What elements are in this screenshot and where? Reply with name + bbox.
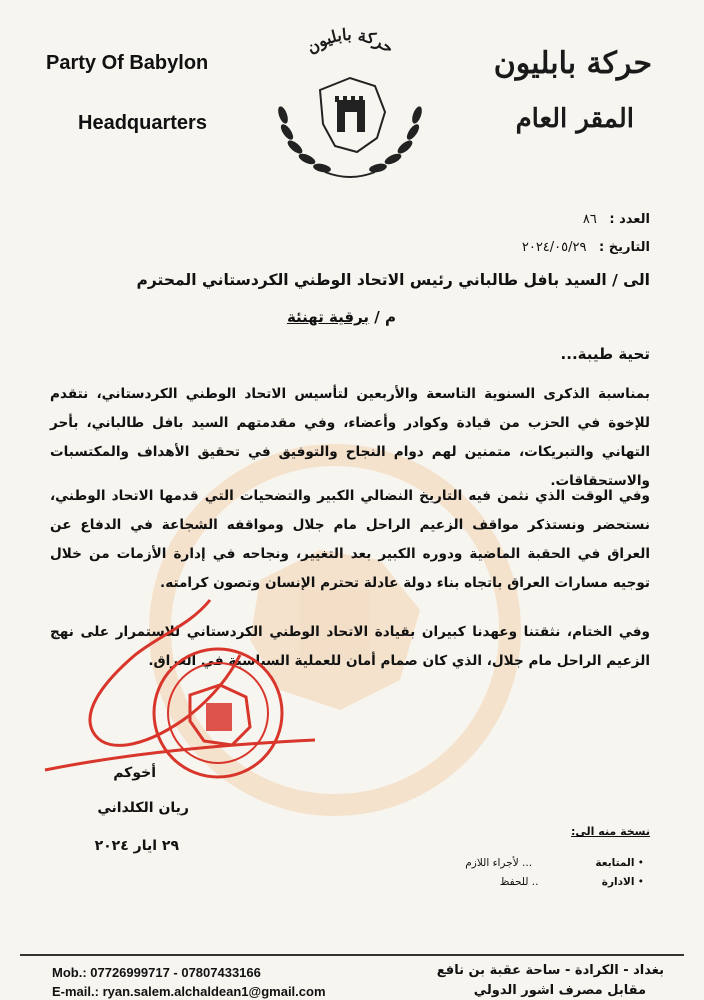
copy-to: المتابعة	[595, 857, 635, 869]
copies-title: نسخة منه الى:	[571, 825, 650, 838]
footer-address-line2: مقابل مصرف اشور الدولي	[473, 983, 646, 998]
signature-scribble	[40, 595, 320, 785]
header-english-subtitle: Headquarters	[78, 112, 207, 134]
footer-divider	[20, 954, 684, 956]
body-paragraph-1: بمناسبة الذكرى السنوية التاسعة والأربعين لتأسيس الاتحاد الوطني الكردستاني، نتقدم للإخوة في الحزب من قيادة وكوادر وأعضاء، وفي مقدمتهم السيد بافل طالباني، بأحر التهاني والتبريكات، متمنين لهم دوام النجاح والتوفيق في تحقيق الأهداف والمكتسبات والاستحقاقات.	[50, 386, 650, 489]
signature-closing: أخوكم	[113, 765, 156, 781]
letter-date	[522, 240, 650, 255]
copy-bullet: •	[637, 857, 644, 869]
header-english-title: Party Of Babylon	[46, 52, 209, 74]
subject-line	[287, 308, 396, 326]
letter-number-value: ٨٦	[582, 212, 597, 227]
letter-number-label: العدد :	[609, 212, 650, 227]
header-arabic-title: حركة بابليون	[493, 46, 652, 81]
copy-note: ... لأجراء اللازم	[465, 857, 533, 869]
footer-mobile: Mob.: 07726999717 - 07807433166	[52, 965, 261, 980]
logo-arc-text: حركة بابليون	[302, 24, 398, 58]
greeting: تحية طيبة...	[560, 345, 650, 363]
addressee-line: الى / السيد بافل طالباني رئيس الاتحاد الوطني الكردستاني المحترم	[136, 271, 650, 289]
footer-email: E-mail.: ryan.salem.alchaldean1@gmail.com	[52, 984, 326, 999]
subject-text: برقية تهنئة	[286, 308, 370, 326]
subject-prefix: م /	[374, 308, 396, 326]
party-logo	[265, 20, 435, 185]
copy-item	[465, 857, 644, 869]
signature-date: ٢٩ ايار ٢٠٢٤	[94, 838, 179, 854]
footer-address-line1: بغداد - الكرادة - ساحة عقبة بن نافع	[436, 963, 664, 978]
header-arabic-subtitle: المقر العام	[515, 104, 634, 134]
copy-note: .. للحفظ	[499, 876, 539, 888]
letter-date-label: التاريخ :	[599, 240, 650, 255]
signature-name: ريان الكلداني	[97, 800, 189, 816]
letter-number	[583, 212, 650, 227]
svg-text:حركة بابليون	[302, 25, 397, 57]
copy-to: الادارة	[601, 876, 635, 888]
copy-bullet: •	[637, 876, 644, 888]
copy-item	[500, 876, 644, 888]
letter-date-value: ٢٠٢٤/٠٥/٢٩	[521, 240, 587, 255]
body-paragraph-3: وفي الختام، نثقتنا وعهدنا كبيران بقيادة الاتحاد الوطني الكردستاني للاستمرار على نهج الزعيم الراحل مام جلال، الذي كان صمام أمان للعملية السياسية في العراق.	[50, 624, 650, 669]
body-paragraph-2: وفي الوقت الذي نثمن فيه التاريخ النضالي الكبير والتضحيات التي قدمها الاتحاد الوطني، نستحضر ونستذكر مواقف الزعيم الراحل مام جلال ومواقفه الشجاعة في الدفاع عن العراق في الحقبة الماضية ودوره الكبير بعد التغيير، ونجاحه في إدارة الأزمات من خلال توجيه مسارات العراق باتجاه بناء دولة عادلة تحترم الإنسان وتصون كرامته.	[50, 488, 650, 591]
